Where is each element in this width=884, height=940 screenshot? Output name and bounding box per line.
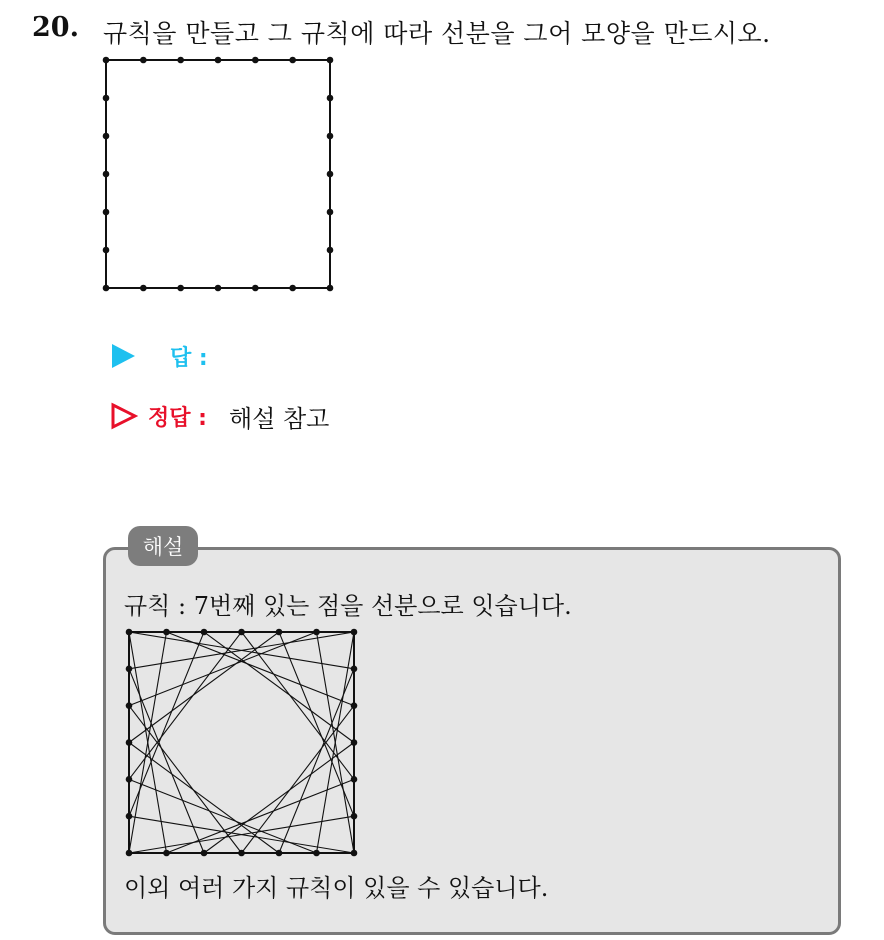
grid-dot: [351, 702, 358, 709]
correct-marker-icon: [110, 402, 138, 430]
explanation-tab: 해설: [128, 526, 198, 566]
grid-dot: [327, 209, 334, 216]
grid-dot: [327, 285, 334, 292]
dot-square-figure: [98, 54, 338, 296]
string-line: [204, 632, 354, 743]
string-line: [129, 743, 279, 854]
grid-dot: [327, 247, 334, 254]
grid-dot: [351, 813, 358, 820]
correct-answer-row: [110, 398, 329, 434]
string-line: [129, 706, 242, 853]
grid-dot: [351, 629, 358, 636]
grid-dot: [177, 285, 184, 292]
grid-dot: [252, 285, 259, 292]
grid-dot: [103, 95, 110, 102]
grid-dot: [351, 666, 358, 673]
grid-dot: [351, 850, 358, 857]
grid-dot: [201, 629, 208, 636]
grid-dot: [276, 629, 283, 636]
grid-dot: [276, 850, 283, 857]
string-art-lines: [129, 632, 354, 853]
string-line: [129, 632, 279, 743]
grid-dot: [103, 209, 110, 216]
grid-dot: [351, 739, 358, 746]
grid-dot: [313, 629, 320, 636]
square-outline: [106, 60, 330, 288]
question-number: 20.: [32, 12, 79, 43]
grid-dot: [126, 813, 133, 820]
grid-dot: [289, 57, 296, 64]
answer-label: 답 :: [170, 345, 208, 371]
grid-dot: [140, 285, 147, 292]
grid-dot: [238, 629, 245, 636]
string-art-dots: [126, 629, 358, 857]
string-art-figure: [120, 624, 362, 862]
grid-dot: [177, 57, 184, 64]
string-line: [129, 632, 242, 779]
grid-dot: [103, 285, 110, 292]
grid-dot: [252, 57, 259, 64]
grid-dot: [126, 629, 133, 636]
grid-dot: [103, 133, 110, 140]
grid-dot: [126, 739, 133, 746]
grid-dot: [126, 776, 133, 783]
correct-answer-value: 해설 참고: [228, 404, 330, 433]
grid-dot: [126, 850, 133, 857]
grid-dot: [163, 850, 170, 857]
grid-dot: [327, 133, 334, 140]
square-dots: [103, 57, 334, 292]
grid-dot: [126, 702, 133, 709]
grid-dot: [215, 285, 222, 292]
string-line: [242, 632, 355, 779]
grid-dot: [103, 247, 110, 254]
grid-dot: [313, 850, 320, 857]
grid-dot: [126, 666, 133, 673]
explanation-rule: 규칙 : 7번째 있는 점을 선분으로 잇습니다.: [124, 592, 572, 620]
grid-dot: [201, 850, 208, 857]
grid-dot: [327, 57, 334, 64]
grid-dot: [103, 57, 110, 64]
grid-dot: [140, 57, 147, 64]
grid-dot: [163, 629, 170, 636]
grid-dot: [238, 850, 245, 857]
string-line: [204, 743, 354, 854]
answer-marker-icon: [110, 343, 136, 369]
grid-dot: [215, 57, 222, 64]
string-line: [242, 706, 355, 853]
question-text: 규칙을 만들고 그 규칙에 따라 선분을 그어 모양을 만드시오.: [103, 19, 771, 48]
grid-dot: [103, 171, 110, 178]
grid-dot: [327, 95, 334, 102]
grid-dot: [327, 171, 334, 178]
correct-answer-label: 정답 :: [148, 405, 207, 431]
answer-row: [110, 340, 208, 372]
explanation-note: 이외 여러 가지 규칙이 있을 수 있습니다.: [124, 874, 549, 902]
grid-dot: [351, 776, 358, 783]
grid-dot: [289, 285, 296, 292]
